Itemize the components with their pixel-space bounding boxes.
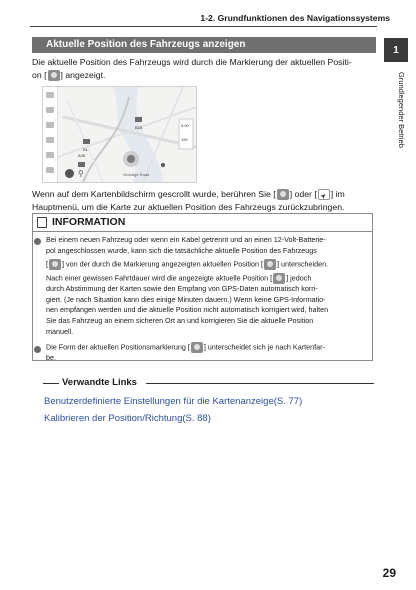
info-line: be.: [46, 353, 56, 362]
information-item: [46, 342, 325, 364]
map-label: B28: [135, 125, 143, 130]
map-drawing: [43, 87, 196, 182]
section-title: Aktuelle Position des Fahrzeugs anzeigen: [32, 37, 376, 53]
current-position-icon: [49, 259, 61, 270]
information-divider: [32, 231, 373, 232]
intro-paragraph: [32, 56, 352, 82]
text-fragment: Nach einer gewissen Fahrtdauer wird die angezeigte aktuelle Position [: [46, 273, 273, 283]
link-map-display-settings[interactable]: Benutzerdefinierte Einstellungen für die Kartenanzeige(S. 77): [44, 396, 303, 407]
text-fragment: Wenn auf dem Kartenbildschirm gescrollt wurde, berühren Sie [: [32, 189, 276, 199]
info-line: [46, 273, 328, 284]
info-line: Sie das Fahrzeug an einem sicheren Ort an und korrigieren Sie die aktuelle Position: [46, 315, 314, 325]
related-links-heading: Verwandte Links: [62, 377, 137, 388]
running-header: 1-2. Grundfunktionen des Navigationssystems: [200, 13, 390, 23]
current-position-button-icon: [277, 189, 289, 200]
map-label: B1: [83, 147, 88, 152]
header-divider: [30, 26, 377, 27]
current-position-icon: [48, 70, 60, 81]
info-line: nen empfangen werden und die aktuelle Position nicht automatisch korrigiert wird, halten: [46, 305, 329, 315]
map-screenshot: [42, 86, 197, 183]
text-fragment: ] jedoch: [286, 273, 312, 283]
map-label: Gründge Road: [123, 172, 150, 177]
map-label: 5.00: [181, 123, 189, 128]
navigation-arrow-icon: [318, 189, 330, 200]
nav-icon: [46, 92, 54, 98]
map-sidebar: [43, 87, 58, 182]
info-line: [46, 259, 328, 270]
bullet-icon: [34, 238, 41, 245]
info-line: giert. (Je nach Situation kann dies einige Minuten dauern.) Wenn keine GPS-Informatio-: [46, 294, 326, 304]
bullet-icon: [34, 346, 41, 353]
intro-line: Die aktuelle Position des Fahrzeugs wird durch die Markierung der aktuellen Positi-: [32, 57, 352, 67]
text-fragment: ] oder [: [289, 189, 317, 199]
chapter-tab-number: 1: [384, 38, 408, 62]
text-fragment: ] unterscheidet sich je nach Kartenfar-: [203, 342, 325, 352]
text-fragment: on [: [32, 70, 47, 80]
information-note-icon: [37, 217, 47, 228]
return-line: [32, 188, 345, 201]
info-line: durch Abstimmung der Karten sowie den Empfang von GPS-Daten automatisch korri-: [46, 284, 318, 294]
page-number: 29: [382, 566, 396, 580]
text-fragment: Die Form der aktuellen Positionsmarkierung [: [46, 342, 190, 352]
text-fragment: ] angezeigt.: [60, 70, 106, 80]
chapter-tab-label: Grundlegender Betrieb: [397, 72, 406, 148]
link-calibrate-position[interactable]: Kalibrieren der Position/Richtung(S. 88): [44, 413, 211, 424]
information-item: [46, 235, 328, 337]
related-links-rule-left: [43, 383, 59, 384]
apps-icon: [46, 152, 54, 158]
info-line: manuell.: [46, 326, 74, 336]
settings-icon: [46, 137, 54, 143]
music-icon: [46, 122, 54, 128]
related-links-rule-right: [146, 383, 374, 384]
map-label: A35: [78, 153, 86, 158]
current-position-icon: [191, 342, 203, 353]
current-position-icon: [273, 273, 285, 284]
return-line: Hauptmenü, um die Karte zur aktuellen Position des Fahrzeugs zurückzubringen.: [32, 202, 345, 212]
search-icon: ⚲: [78, 169, 84, 178]
info-line: pol angeschlossen wurde, kann sich die tatsächliche aktuelle Position des Fahrzeugs: [46, 245, 317, 255]
text-fragment: ] von der durch die Markierung angezeigten aktuellen Position [: [62, 259, 263, 269]
intro-line: [32, 69, 352, 82]
return-paragraph: [32, 188, 345, 214]
voice-button-icon: [65, 169, 74, 178]
information-heading: INFORMATION: [52, 216, 126, 228]
map-label: 190: [181, 137, 188, 142]
text-fragment: ] im: [330, 189, 345, 199]
info-line: Bei einem neuen Fahrzeug oder wenn ein Kabel getrennt und an einen 12-Volt-Batterie-: [46, 235, 326, 244]
text-fragment: ] unterscheiden.: [276, 259, 329, 269]
info-line: [46, 342, 325, 353]
current-position-icon: [264, 259, 276, 270]
menu-icon: [46, 167, 54, 173]
text-fragment: [: [46, 259, 48, 269]
phone-icon: [46, 107, 54, 113]
